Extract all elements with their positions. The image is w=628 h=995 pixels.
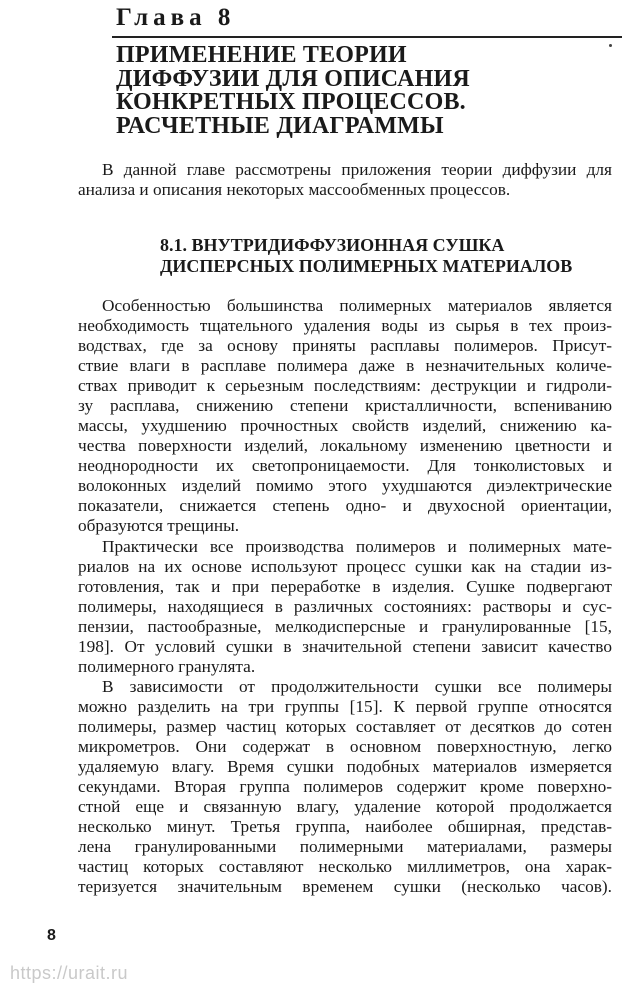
paragraph-line: необходимость тщательного удаления воды из сырья в тех произ- xyxy=(78,316,612,335)
chapter-title-line: ДИФФУЗИИ ДЛЯ ОПИСАНИЯ xyxy=(116,65,470,92)
paragraph-line: микрометров. Они содержат в основном поверхностную, легко xyxy=(78,737,612,756)
paragraph-line: несколько минут. Третья группа, наиболее обширная, представ- xyxy=(78,817,612,836)
paragraph-line: частиц которых составляют несколько миллиметров, она харак- xyxy=(78,857,612,876)
paragraph-line: ствах приводит к серьезным последствиям: деструкции и гидроли- xyxy=(78,376,612,395)
chapter-title-line: ПРИМЕНЕНИЕ ТЕОРИИ xyxy=(116,42,407,68)
chapter-title xyxy=(116,44,616,138)
paragraph-line: Практически все производства полимеров и полимерных мате- xyxy=(102,537,612,556)
paragraph-line: чества поверхности изделий, локальному изменению цветности и xyxy=(78,436,612,455)
paragraph-line: можно разделить на три группы [15]. К первой группе относятся xyxy=(78,697,612,716)
chapter-label: Глава 8 xyxy=(116,4,236,31)
section-heading xyxy=(160,235,600,277)
paragraph-line: зу расплава, снижению степени кристалличности, вспениванию xyxy=(78,396,612,415)
section-heading-line: ДИСПЕРСНЫХ ПОЛИМЕРНЫХ МАТЕРИАЛОВ xyxy=(160,256,573,276)
intro-line: В данной главе рассмотрены приложения теории диффузии для xyxy=(102,160,612,179)
paragraph-line: полимерного гранулята. xyxy=(78,657,256,676)
paragraph-line: 198]. От условий сушки в значительной степени зависит качество xyxy=(78,637,612,656)
paragraph-line: удаляемую влагу. Время сушки подобных материалов измеряется xyxy=(78,757,612,776)
paragraph-line: теризуется значительным временем сушки (несколько часов). xyxy=(78,877,612,896)
paragraph-line: секундами. Вторая группа полимеров содержит кроме поверхно- xyxy=(78,777,612,796)
paragraph-line: лена гранулированными полимерными материалами, размеры xyxy=(78,837,612,856)
chapter-title-line: КОНКРЕТНЫХ ПРОЦЕССОВ. xyxy=(116,89,466,115)
chapter-title-line: РАСЧЕТНЫЕ ДИАГРАММЫ xyxy=(116,112,444,139)
paragraph-line: готовления, так и при переработке в изделия. Сушке подвергают xyxy=(78,577,612,596)
paragraph-line: стной еще и связанную влагу, удаление которой продолжается xyxy=(78,797,612,816)
section-heading-line: 8.1. ВНУТРИДИФФУЗИОННАЯ СУШКА xyxy=(160,235,505,255)
watermark-url: https://urait.ru xyxy=(10,963,129,983)
paragraph-line: водствах, где за основу приняты расплавы полимеров. Присут- xyxy=(78,336,612,355)
paragraph-line: ствие влаги в расплаве полимера даже в незначительных количе- xyxy=(78,356,612,375)
paragraph-line: пензии, пастообразные, мелкодисперсные и гранулированные [15, xyxy=(78,617,612,636)
chapter-divider xyxy=(112,36,622,38)
paragraph-line: полимеры, размер частиц которых составляет от десятков до сотен xyxy=(78,717,612,736)
paragraph-line: волоконных изделий помимо этого ухудшаются диэлектрические xyxy=(78,476,612,495)
paragraph-line: неоднородности их светопроницаемости. Для тонколистовых и xyxy=(78,456,612,475)
paragraph-line: В зависимости от продолжительности сушки все полимеры xyxy=(102,677,612,696)
paragraph-line: полимеры, находящиеся в различных состояниях: растворы и сус- xyxy=(78,597,612,616)
paragraph-line: показатели, снижается степень одно- и двухосной ориентации, xyxy=(78,496,612,515)
paragraph-line: Особенностью большинства полимерных материалов является xyxy=(102,296,612,315)
intro-line: анализа и описания некоторых массообменных процессов. xyxy=(78,180,511,199)
paragraph-line: массы, ухудшению прочностных свойств изделий, снижению ка- xyxy=(78,416,612,435)
page-number: 8 xyxy=(47,927,56,944)
paragraph-line: риалов на их основе используют процесс сушки как на стадии из- xyxy=(78,557,612,576)
paragraph-line: образуются трещины. xyxy=(78,516,240,535)
